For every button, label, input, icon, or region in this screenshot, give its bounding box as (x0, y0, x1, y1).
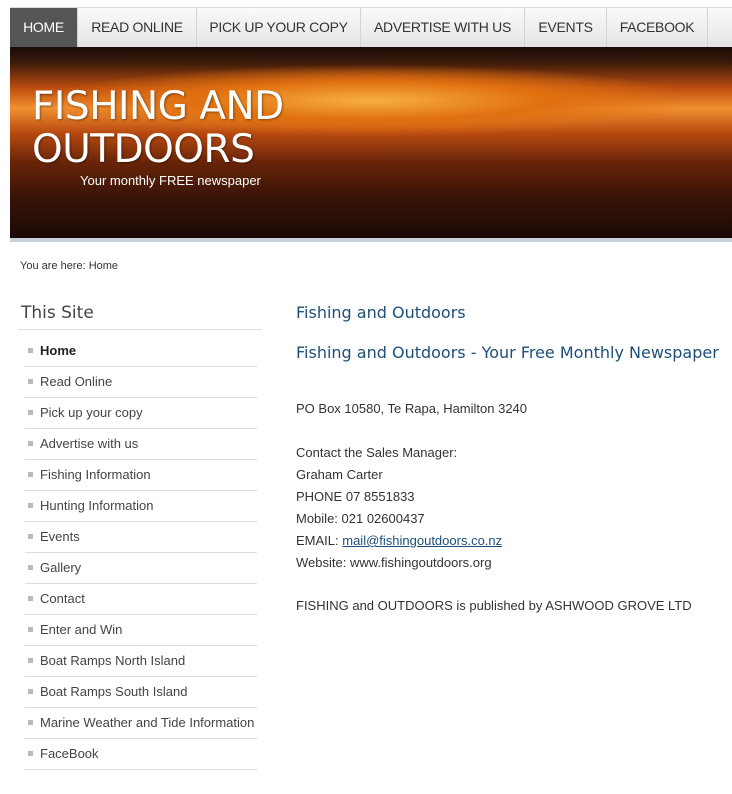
sidebar-menu (25, 336, 257, 770)
contact-email (296, 530, 726, 552)
email-label: EMAIL: (296, 533, 343, 548)
sidebar-item-hunting-information[interactable]: Hunting Information (25, 491, 257, 522)
main-content (296, 303, 726, 617)
sidebar-item-boat-ramps-north-island[interactable]: Boat Ramps North Island (25, 646, 257, 677)
sidebar (18, 303, 262, 770)
site-title (32, 85, 284, 171)
contact-phone: PHONE 07 8551833 (296, 489, 415, 504)
email-link[interactable]: mail@fishingoutdoors.co.nz (342, 533, 503, 548)
contact-name: Graham Carter (296, 467, 383, 482)
address: PO Box 10580, Te Rapa, Hamilton 3240 (296, 401, 528, 416)
divider (10, 238, 732, 242)
nav-facebook[interactable]: FACEBOOK (607, 8, 708, 47)
sidebar-title: This Site (18, 303, 262, 330)
nav-home[interactable]: HOME (10, 8, 78, 47)
contact-website: Website: www.fishingoutdoors.org (296, 555, 492, 570)
sidebar-item-advertise-with-us[interactable]: Advertise with us (25, 429, 257, 460)
sidebar-item-facebook[interactable]: FaceBook (25, 739, 257, 770)
site-title-line2: OUTDOORS (32, 127, 255, 172)
sidebar-item-events[interactable]: Events (25, 522, 257, 553)
main-nav (10, 7, 732, 47)
sidebar-item-contact[interactable]: Contact (25, 584, 257, 615)
site-tagline: Your monthly FREE newspaper (80, 173, 261, 188)
sidebar-item-enter-and-win[interactable]: Enter and Win (25, 615, 257, 646)
nav-events[interactable]: EVENTS (525, 8, 607, 47)
contact-label: Contact the Sales Manager: (296, 445, 458, 460)
sidebar-item-pick-up-your-copy[interactable]: Pick up your copy (25, 398, 257, 429)
page-subtitle: Fishing and Outdoors - Your Free Monthly Newspaper (296, 343, 719, 362)
nav-advertise[interactable]: ADVERTISE WITH US (361, 8, 525, 47)
breadcrumb: You are here: Home (20, 260, 119, 272)
sidebar-item-boat-ramps-south-island[interactable]: Boat Ramps South Island (25, 677, 257, 708)
nav-pick-up-copy[interactable]: PICK UP YOUR COPY (197, 8, 361, 47)
contact-mobile: Mobile: 021 02600437 (296, 511, 425, 526)
sidebar-item-marine-weather-and-tide-information[interactable]: Marine Weather and Tide Information (25, 708, 257, 739)
site-title-line1: FISHING AND (32, 84, 284, 129)
publisher-note: FISHING and OUTDOORS is published by ASHWOOD GROVE LTD (296, 598, 692, 613)
sidebar-item-home[interactable]: Home (25, 336, 257, 367)
header-banner (10, 47, 732, 238)
sidebar-item-fishing-information[interactable]: Fishing Information (25, 460, 257, 491)
nav-read-online[interactable]: READ ONLINE (78, 8, 197, 47)
sidebar-item-gallery[interactable]: Gallery (25, 553, 257, 584)
sidebar-item-read-online[interactable]: Read Online (25, 367, 257, 398)
page-title: Fishing and Outdoors (296, 303, 466, 322)
